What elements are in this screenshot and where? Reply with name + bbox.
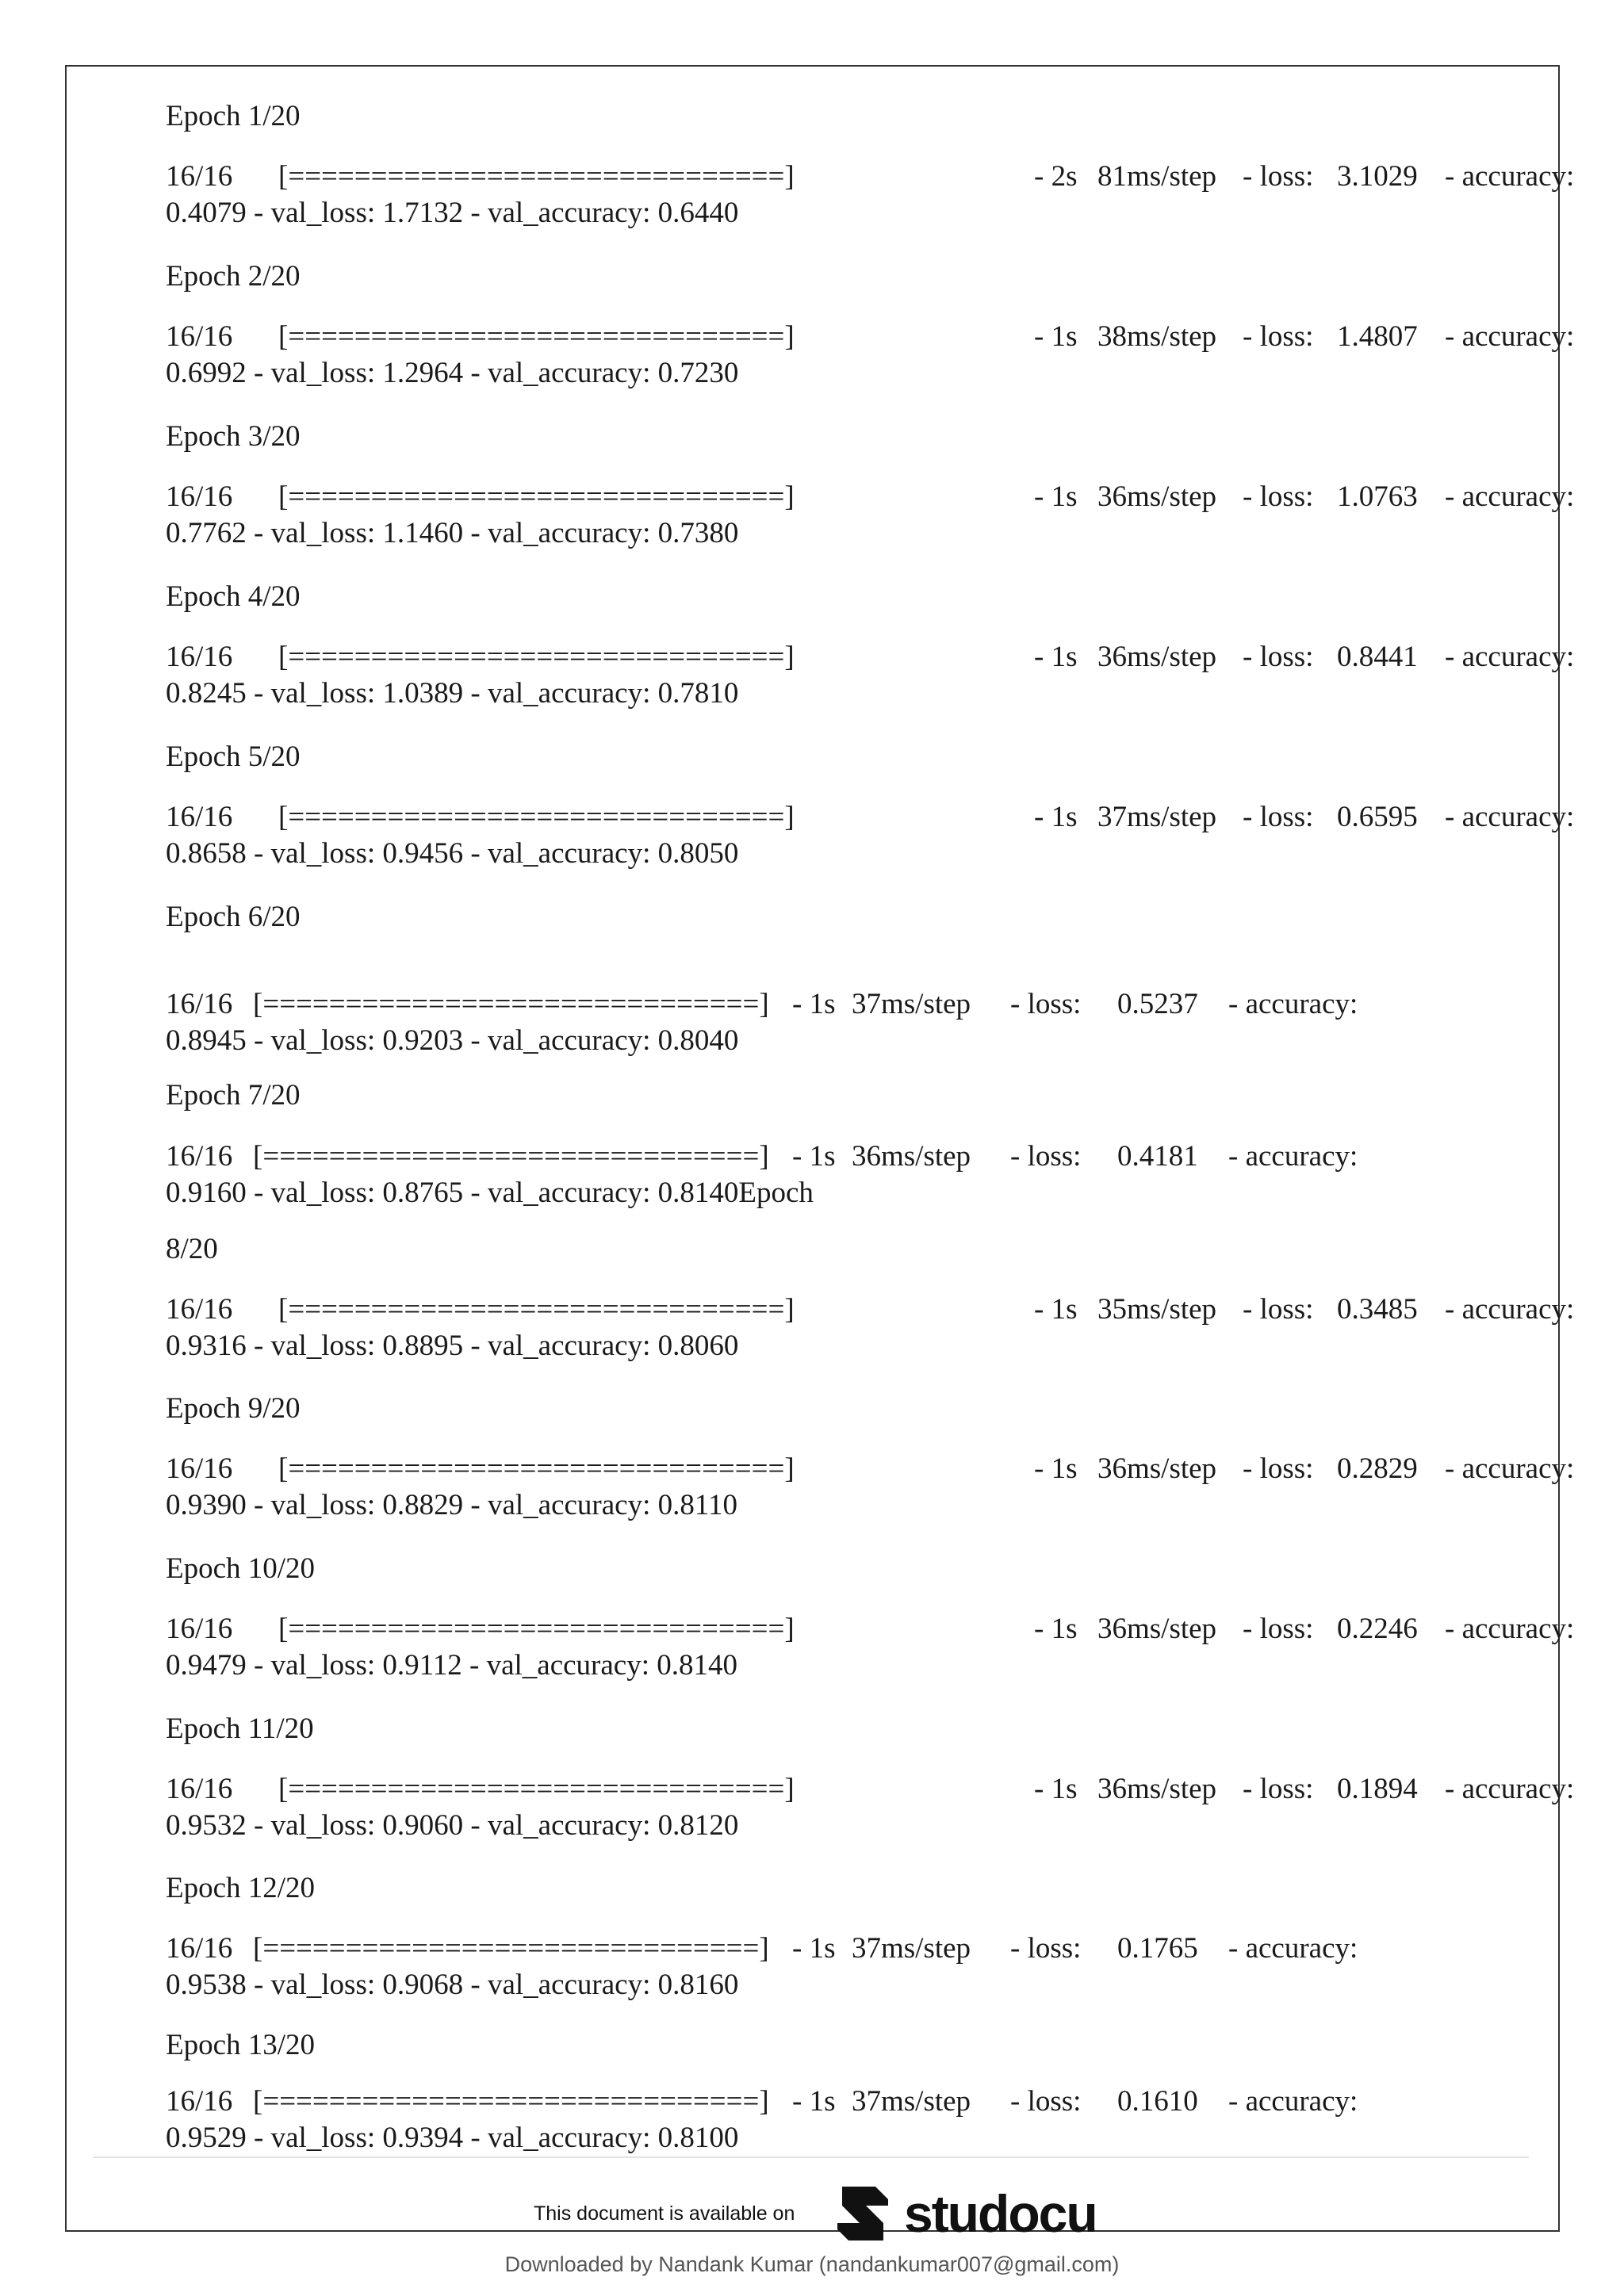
loss-value: 1.0763: [1337, 480, 1418, 513]
progress-bar-text: [==============================]: [278, 160, 795, 193]
elapsed-time: - 1s: [792, 2085, 836, 2118]
accuracy-label: - accuracy:: [1445, 1452, 1575, 1485]
metrics-line: 0.9479 - val_loss: 0.9112 - val_accuracy: 0.8140: [166, 1649, 737, 1682]
progress-line: [166, 799, 1585, 836]
studocu-brand-name: studocu: [904, 2184, 1097, 2243]
step-count: 16/16: [166, 480, 233, 513]
step-count: 16/16: [166, 641, 233, 673]
epoch-label: Epoch 5/20: [166, 740, 301, 773]
progress-line: [166, 319, 1585, 355]
loss-label: - loss:: [1243, 160, 1314, 193]
progress-bar-text: [==============================]: [278, 1613, 795, 1645]
accuracy-label: - accuracy:: [1445, 801, 1575, 833]
metrics-line: 0.7762 - val_loss: 1.1460 - val_accuracy: 0.7380: [166, 517, 739, 549]
progress-line: [166, 2084, 1585, 2120]
metrics-line: 0.9160 - val_loss: 0.8765 - val_accuracy: 0.8140Epoch: [166, 1177, 814, 1209]
epoch-log-entry: [166, 1138, 1585, 1211]
loss-value: 0.1765: [1117, 1932, 1198, 1965]
step-count: 16/16: [166, 1773, 233, 1805]
accuracy-label: - accuracy:: [1445, 1613, 1575, 1645]
footer-divider: [94, 2156, 1529, 2158]
loss-value: 0.5237: [1117, 988, 1198, 1020]
progress-line: [166, 1611, 1585, 1647]
elapsed-time: - 1s: [792, 988, 836, 1020]
progress-line: [166, 1771, 1585, 1808]
metrics-line: 0.8658 - val_loss: 0.9456 - val_accuracy: 0.8050: [166, 837, 739, 870]
elapsed-time: - 2s: [1034, 160, 1078, 193]
loss-value: 0.6595: [1337, 801, 1418, 833]
step-count: 16/16: [166, 988, 233, 1020]
accuracy-label: - accuracy:: [1228, 988, 1358, 1020]
accuracy-label: - accuracy:: [1445, 1293, 1575, 1326]
loss-label: - loss:: [1010, 1140, 1082, 1173]
elapsed-time: - 1s: [1034, 1452, 1078, 1485]
loss-value: 0.1894: [1337, 1773, 1418, 1805]
loss-label: - loss:: [1243, 1293, 1314, 1326]
loss-label: - loss:: [1243, 1613, 1314, 1645]
loss-value: 1.4807: [1337, 320, 1418, 353]
progress-line: [166, 639, 1585, 675]
page-frame: [65, 65, 1575, 2232]
loss-label: - loss:: [1243, 320, 1314, 353]
epoch-log-entry: [166, 159, 1585, 232]
accuracy-label: - accuracy:: [1445, 1773, 1575, 1805]
loss-value: 3.1029: [1337, 160, 1418, 193]
epoch-log-entry: [166, 639, 1585, 712]
elapsed-time: - 1s: [1034, 320, 1078, 353]
progress-bar-text: [==============================]: [278, 1293, 795, 1326]
studocu-logo-icon: [831, 2182, 894, 2245]
progress-line: [166, 1931, 1585, 1967]
accuracy-label: - accuracy:: [1445, 320, 1575, 353]
epoch-log-entry: [166, 1292, 1585, 1364]
step-time: 37ms/step: [1097, 801, 1217, 833]
epoch-label: Epoch 10/20: [166, 1552, 316, 1585]
epoch-log-entry: [166, 1611, 1585, 1684]
step-count: 16/16: [166, 1932, 233, 1965]
accuracy-label: - accuracy:: [1445, 160, 1575, 193]
step-time: 35ms/step: [1097, 1293, 1217, 1326]
loss-label: - loss:: [1243, 641, 1314, 673]
metrics-line: 0.9390 - val_loss: 0.8829 - val_accuracy: 0.8110: [166, 1489, 737, 1521]
step-count: 16/16: [166, 1452, 233, 1485]
step-count: 16/16: [166, 160, 233, 193]
metrics-line: 0.9529 - val_loss: 0.9394 - val_accuracy: 0.8100: [166, 2122, 739, 2154]
step-count: 16/16: [166, 2085, 233, 2118]
progress-bar-text: [==============================]: [278, 480, 795, 513]
step-time: 38ms/step: [1097, 320, 1217, 353]
progress-bar-text: [==============================]: [253, 988, 769, 1020]
step-time: 81ms/step: [1097, 160, 1217, 193]
elapsed-time: - 1s: [792, 1932, 836, 1965]
step-time: 36ms/step: [1097, 1613, 1217, 1645]
epoch-label: Epoch 3/20: [166, 420, 301, 453]
epoch-label: Epoch 7/20: [166, 1079, 301, 1112]
metrics-line: 0.9316 - val_loss: 0.8895 - val_accuracy: 0.8060: [166, 1330, 739, 1362]
metrics-line: 0.4079 - val_loss: 1.7132 - val_accuracy: 0.6440: [166, 197, 739, 229]
progress-line: [166, 479, 1585, 515]
epoch-log-entry: [166, 1931, 1585, 2003]
step-time: 37ms/step: [852, 1932, 971, 1965]
progress-line: [166, 159, 1585, 195]
epoch-label: Epoch 13/20: [166, 2029, 316, 2061]
progress-bar-text: [==============================]: [278, 1452, 795, 1485]
epoch-log-entry: [166, 479, 1585, 552]
metrics-line: 0.9538 - val_loss: 0.9068 - val_accuracy: 0.8160: [166, 1969, 739, 2001]
step-count: 16/16: [166, 1293, 233, 1326]
loss-value: 0.1610: [1117, 2085, 1198, 2118]
progress-bar-text: [==============================]: [278, 801, 795, 833]
epoch-log-entry: [166, 319, 1585, 392]
loss-value: 0.3485: [1337, 1293, 1418, 1326]
metrics-line: 0.9532 - val_loss: 0.9060 - val_accuracy: 0.8120: [166, 1809, 739, 1842]
loss-label: - loss:: [1243, 801, 1314, 833]
loss-value: 0.8441: [1337, 641, 1418, 673]
metrics-line: 0.6992 - val_loss: 1.2964 - val_accuracy: 0.7230: [166, 357, 739, 389]
elapsed-time: - 1s: [1034, 1293, 1078, 1326]
loss-value: 0.4181: [1117, 1140, 1198, 1173]
elapsed-time: - 1s: [792, 1140, 836, 1173]
loss-label: - loss:: [1243, 1452, 1314, 1485]
step-time: 36ms/step: [1097, 1452, 1217, 1485]
epoch-log-entry: [166, 1771, 1585, 1844]
epoch-label: Epoch 4/20: [166, 580, 301, 613]
progress-bar-text: [==============================]: [253, 1932, 769, 1965]
downloaded-by-text: Downloaded by Nandank Kumar (nandankumar007@gmail.com): [504, 2252, 1120, 2276]
metrics-line: 0.8945 - val_loss: 0.9203 - val_accuracy: 0.8040: [166, 1024, 739, 1057]
accuracy-label: - accuracy:: [1228, 1932, 1358, 1965]
metrics-line: 0.8245 - val_loss: 1.0389 - val_accuracy: 0.7810: [166, 677, 739, 710]
step-time: 36ms/step: [1097, 480, 1217, 513]
epoch-label: Epoch 12/20: [166, 1872, 316, 1904]
progress-bar-text: [==============================]: [253, 1140, 769, 1173]
elapsed-time: - 1s: [1034, 641, 1078, 673]
step-time: 37ms/step: [852, 2085, 971, 2118]
accuracy-label: - accuracy:: [1445, 641, 1575, 673]
step-time: 36ms/step: [1097, 1773, 1217, 1805]
loss-label: - loss:: [1010, 988, 1082, 1020]
elapsed-time: - 1s: [1034, 1773, 1078, 1805]
epoch-log-entry: [166, 799, 1585, 872]
elapsed-time: - 1s: [1034, 480, 1078, 513]
progress-line: [166, 1292, 1585, 1328]
available-on-text: This document is available on: [534, 2202, 795, 2225]
epoch-label: Epoch 6/20: [166, 901, 301, 933]
step-count: 16/16: [166, 1613, 233, 1645]
step-time: 36ms/step: [852, 1140, 971, 1173]
step-time: 37ms/step: [852, 988, 971, 1020]
accuracy-label: - accuracy:: [1228, 2085, 1358, 2118]
step-count: 16/16: [166, 1140, 233, 1173]
epoch-log-entry: [166, 2084, 1585, 2156]
step-time: 36ms/step: [1097, 641, 1217, 673]
progress-line: [166, 1451, 1585, 1487]
elapsed-time: - 1s: [1034, 801, 1078, 833]
loss-label: - loss:: [1243, 1773, 1314, 1805]
step-count: 16/16: [166, 801, 233, 833]
epoch-label: Epoch 11/20: [166, 1712, 314, 1745]
progress-bar-text: [==============================]: [278, 320, 795, 353]
loss-label: - loss:: [1010, 2085, 1082, 2118]
accuracy-label: - accuracy:: [1445, 480, 1575, 513]
progress-bar-text: [==============================]: [253, 2085, 769, 2118]
progress-bar-text: [==============================]: [278, 641, 795, 673]
epoch-log-entry: [166, 1451, 1585, 1524]
progress-bar-text: [==============================]: [278, 1773, 795, 1805]
epoch-label: Epoch 9/20: [166, 1392, 301, 1425]
loss-value: 0.2246: [1337, 1613, 1418, 1645]
epoch-label: 8/20: [166, 1233, 218, 1265]
step-count: 16/16: [166, 320, 233, 353]
elapsed-time: - 1s: [1034, 1613, 1078, 1645]
epoch-log-entry: [166, 986, 1585, 1059]
progress-line: [166, 1138, 1585, 1175]
loss-value: 0.2829: [1337, 1452, 1418, 1485]
epoch-label: Epoch 1/20: [166, 100, 301, 132]
loss-label: - loss:: [1243, 480, 1314, 513]
progress-line: [166, 986, 1585, 1023]
epoch-label: Epoch 2/20: [166, 260, 301, 293]
loss-label: - loss:: [1010, 1932, 1082, 1965]
accuracy-label: - accuracy:: [1228, 1140, 1358, 1173]
